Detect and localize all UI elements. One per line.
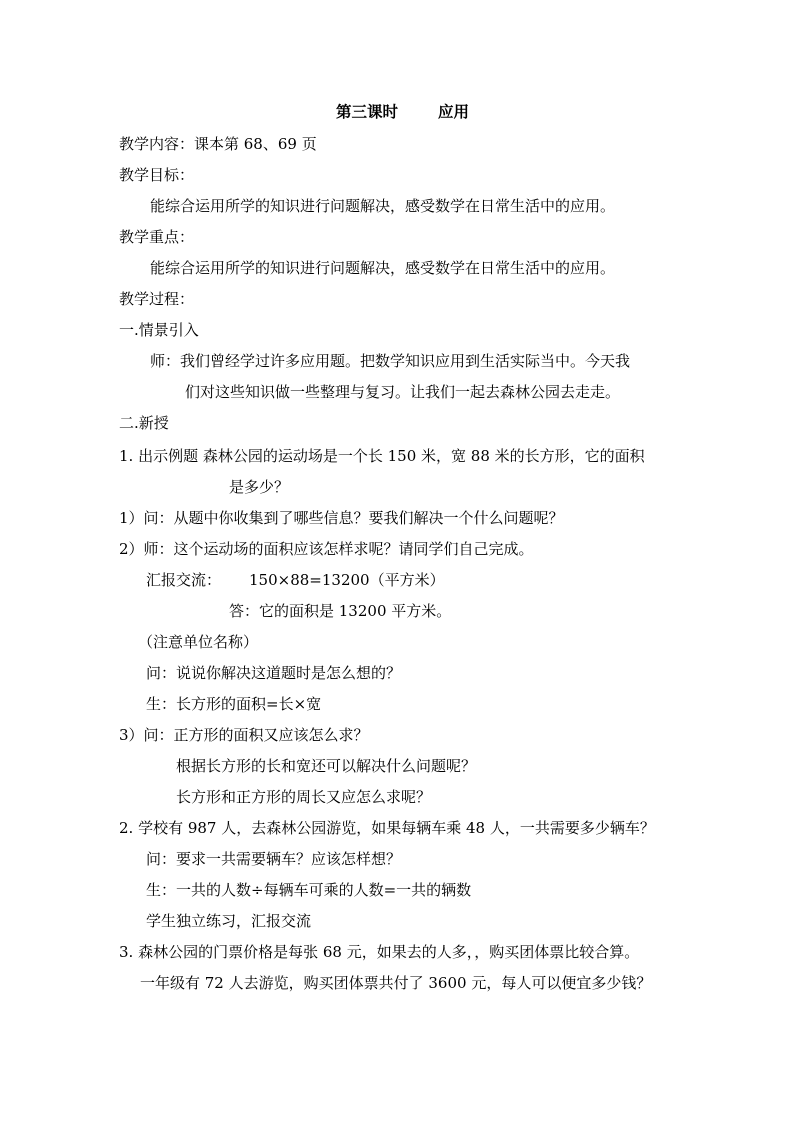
unit-note: （注意单位名称）	[138, 633, 259, 651]
report-equation: 150×88=13200（平方米）	[249, 571, 445, 589]
example-2-question: 问：要求一共需要辆车？应该怎样想？	[146, 850, 402, 868]
teaching-goal-text: 能综合运用所学的知识进行问题解决，感受数学在日常生活中的应用。	[150, 197, 616, 215]
student-answer-area: 生：长方形的面积=长×宽	[146, 695, 322, 713]
question-3-follow-2: 长方形和正方形的周长又应怎么求呢？	[176, 788, 432, 806]
teaching-process-heading: 教学过程：	[119, 290, 195, 308]
report-line	[146, 570, 445, 590]
ask-thinking: 问：说说你解决这道题时是怎么想的？	[146, 664, 402, 682]
question-3-follow-1: 根据长方形的长和宽还可以解决什么问题呢？	[176, 757, 477, 775]
teaching-focus-text: 能综合运用所学的知识进行问题解决，感受数学在日常生活中的应用。	[150, 259, 616, 277]
teaching-goal-heading: 教学目标：	[119, 166, 195, 184]
example-2: 2. 学校有 987 人，去森林公园游览，如果每辆车乘 48 人，一共需要多少辆车？	[119, 819, 655, 837]
teaching-content: 教学内容：课本第 68、69 页	[119, 135, 317, 153]
lesson-title	[336, 102, 469, 122]
question-2: 2）师：这个运动场的面积应该怎样求呢？请同学们自己完成。	[119, 540, 534, 558]
intro-paragraph-line-1: 师：我们曾经学过许多应用题。把数学知识应用到生活实际当中。今天我	[150, 352, 631, 370]
question-3: 3）问：正方形的面积又应该怎么求？	[119, 726, 369, 744]
lesson-topic: 应用	[438, 102, 470, 121]
example-2-practice: 学生独立练习，汇报交流	[146, 912, 312, 930]
answer-line: 答：它的面积是 13200 平方米。	[229, 602, 452, 620]
question-1: 1）问：从题中你收集到了哪些信息？要我们解决一个什么问题呢？	[119, 509, 564, 527]
lesson-number: 第三课时	[336, 102, 399, 121]
intro-paragraph-line-2: 们对这些知识做一些整理与复习。让我们一起去森林公园去走走。	[185, 383, 621, 401]
section-intro-heading: 一.情景引入	[119, 321, 199, 339]
example-2-student-answer: 生：一共的人数÷每辆车可乘的人数=一共的辆数	[146, 881, 472, 899]
teaching-focus-heading: 教学重点：	[119, 228, 195, 246]
example-3-line-2: 一年级有 72 人去游览，购买团体票共付了 3600 元，每人可以便宜多少钱？	[140, 974, 652, 992]
example-1-line-2: 是多少？	[229, 478, 290, 496]
example-1-line-1: 1. 出示例题 森林公园的运动场是一个长 150 米，宽 88 米的长方形，它的面积	[119, 447, 645, 465]
section-new-heading: 二.新授	[119, 414, 169, 432]
example-3-line-1: 3. 森林公园的门票价格是每张 68 元，如果去的人多，，购买团体票比较合算。	[119, 943, 640, 961]
report-label: 汇报交流：	[146, 571, 222, 589]
